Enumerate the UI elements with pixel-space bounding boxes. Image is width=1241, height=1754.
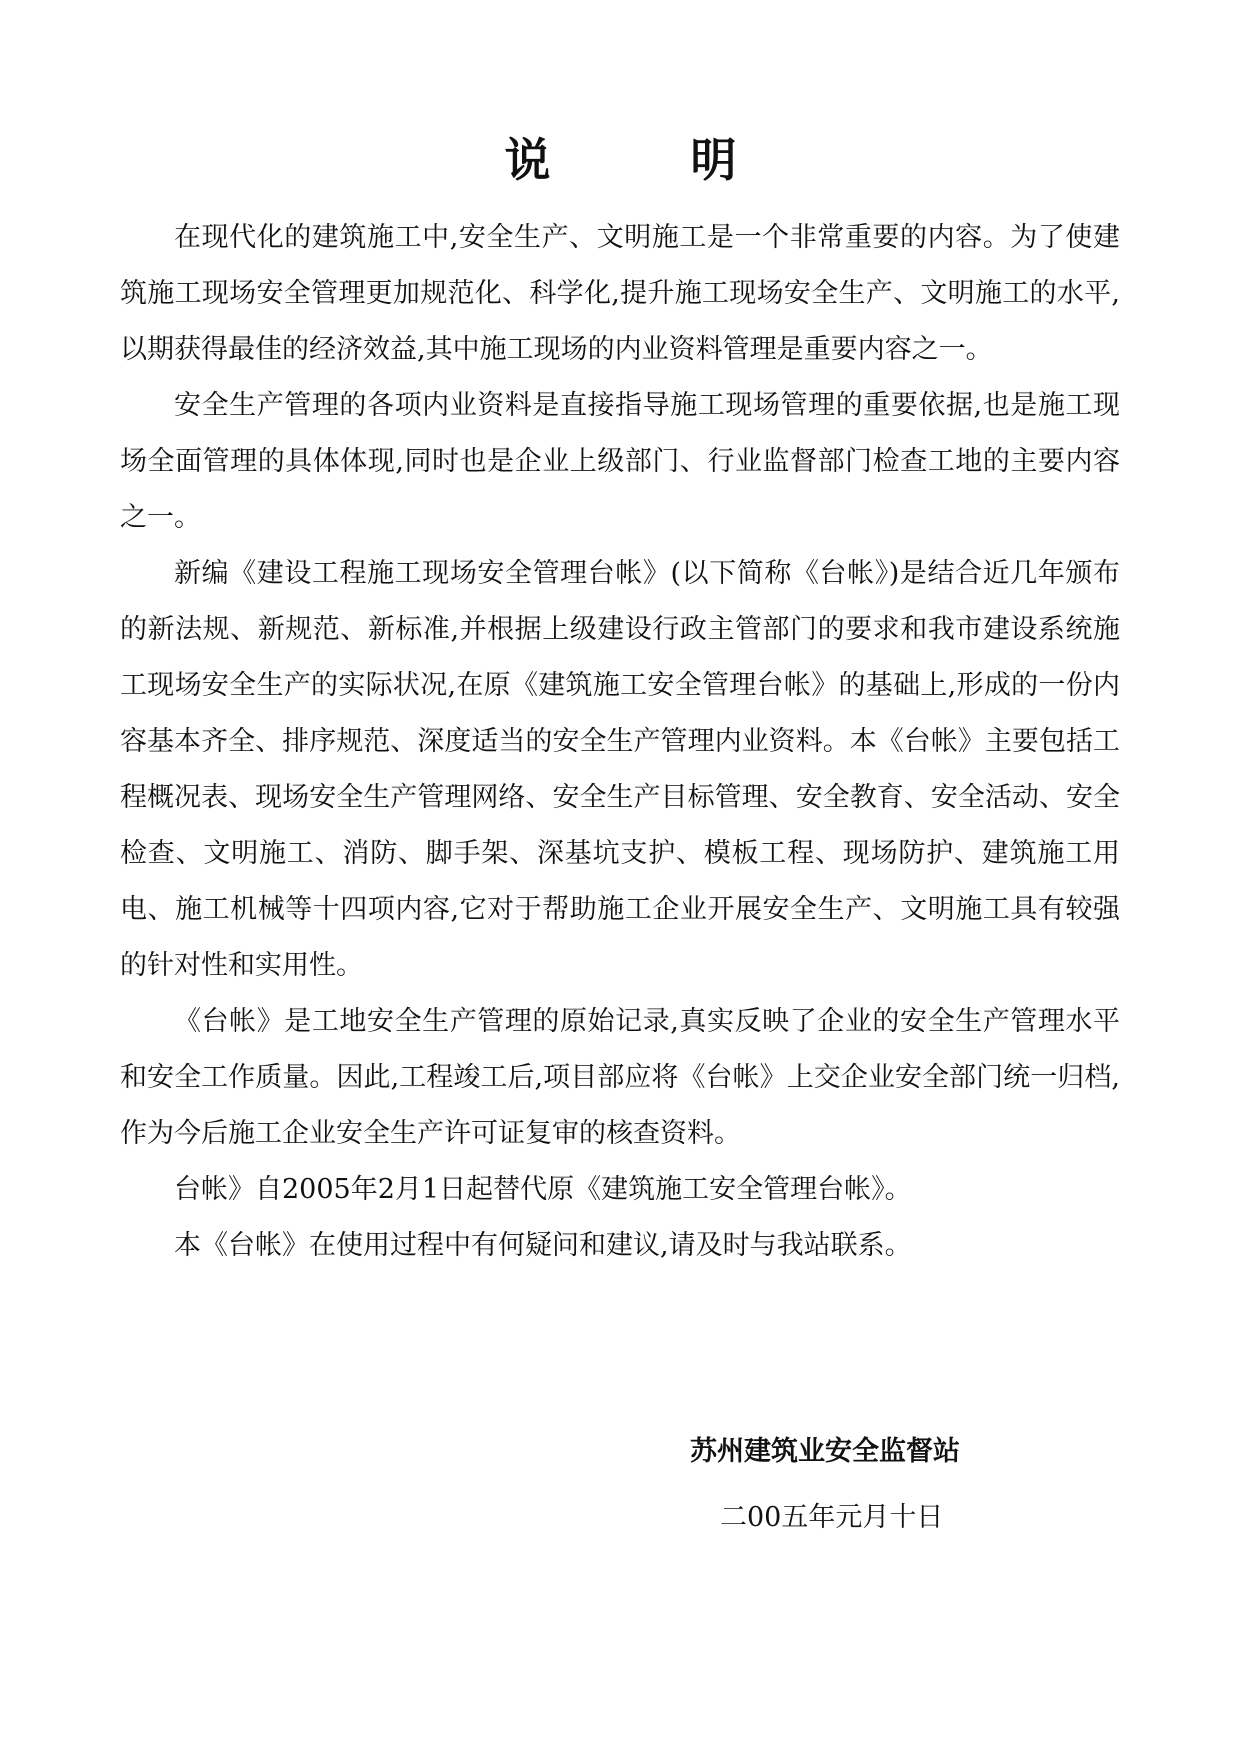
paragraph-2: 安全生产管理的各项内业资料是直接指导施工现场管理的重要依据,也是施工现场全面管理的具体体现,同时也是企业上级部门、行业监督部门检查工地的主要内容之一。 — [120, 390, 1120, 533]
document-body — [120, 210, 1120, 1274]
document-title: 说 明 — [504, 133, 799, 187]
issue-date: 二00五年元月十日 — [720, 1502, 944, 1533]
paragraph-3: 新编《建设工程施工现场安全管理台帐》(以下简称《台帐》)是结合近几年颁布的新法规、新规范、新标准,并根据上级建设行政主管部门的要求和我市建设系统施工现场安全生产的实际状况,在原《建筑施工安全管理台帐》的基础上,形成的一份内容基本齐全、排序规范、深度适当的安全生产管理内业资料。本《台帐》主要包括工程概况表、现场安全生产管理网络、安全生产目标管理、安全教育、安全活动、安全检查、文明施工、消防、脚手架、深基坑支护、模板工程、现场防护、建筑施工用电、施工机械等十四项内容,它对于帮助施工企业开展安全生产、文明施工具有较强的针对性和实用性。 — [120, 558, 1120, 981]
paragraph-1: 在现代化的建筑施工中,安全生产、文明施工是一个非常重要的内容。为了使建筑施工现场安全管理更加规范化、科学化,提升施工现场安全生产、文明施工的水平,以期获得最佳的经济效益,其中施工现场的内业资料管理是重要内容之一。 — [120, 222, 1120, 365]
paragraph-5: 台帐》自2005年2月1日起替代原《建筑施工安全管理台帐》。 — [174, 1174, 912, 1205]
paragraph-6: 本《台帐》在使用过程中有何疑问和建议,请及时与我站联系。 — [174, 1230, 912, 1261]
issuer-signature: 苏州建筑业安全监督站 — [690, 1436, 960, 1467]
paragraph-4: 《台帐》是工地安全生产管理的原始记录,真实反映了企业的安全生产管理水平和安全工作质量。因此,工程竣工后,项目部应将《台帐》上交企业安全部门统一归档,作为今后施工企业安全生产许可证复审的核查资料。 — [120, 1006, 1120, 1149]
